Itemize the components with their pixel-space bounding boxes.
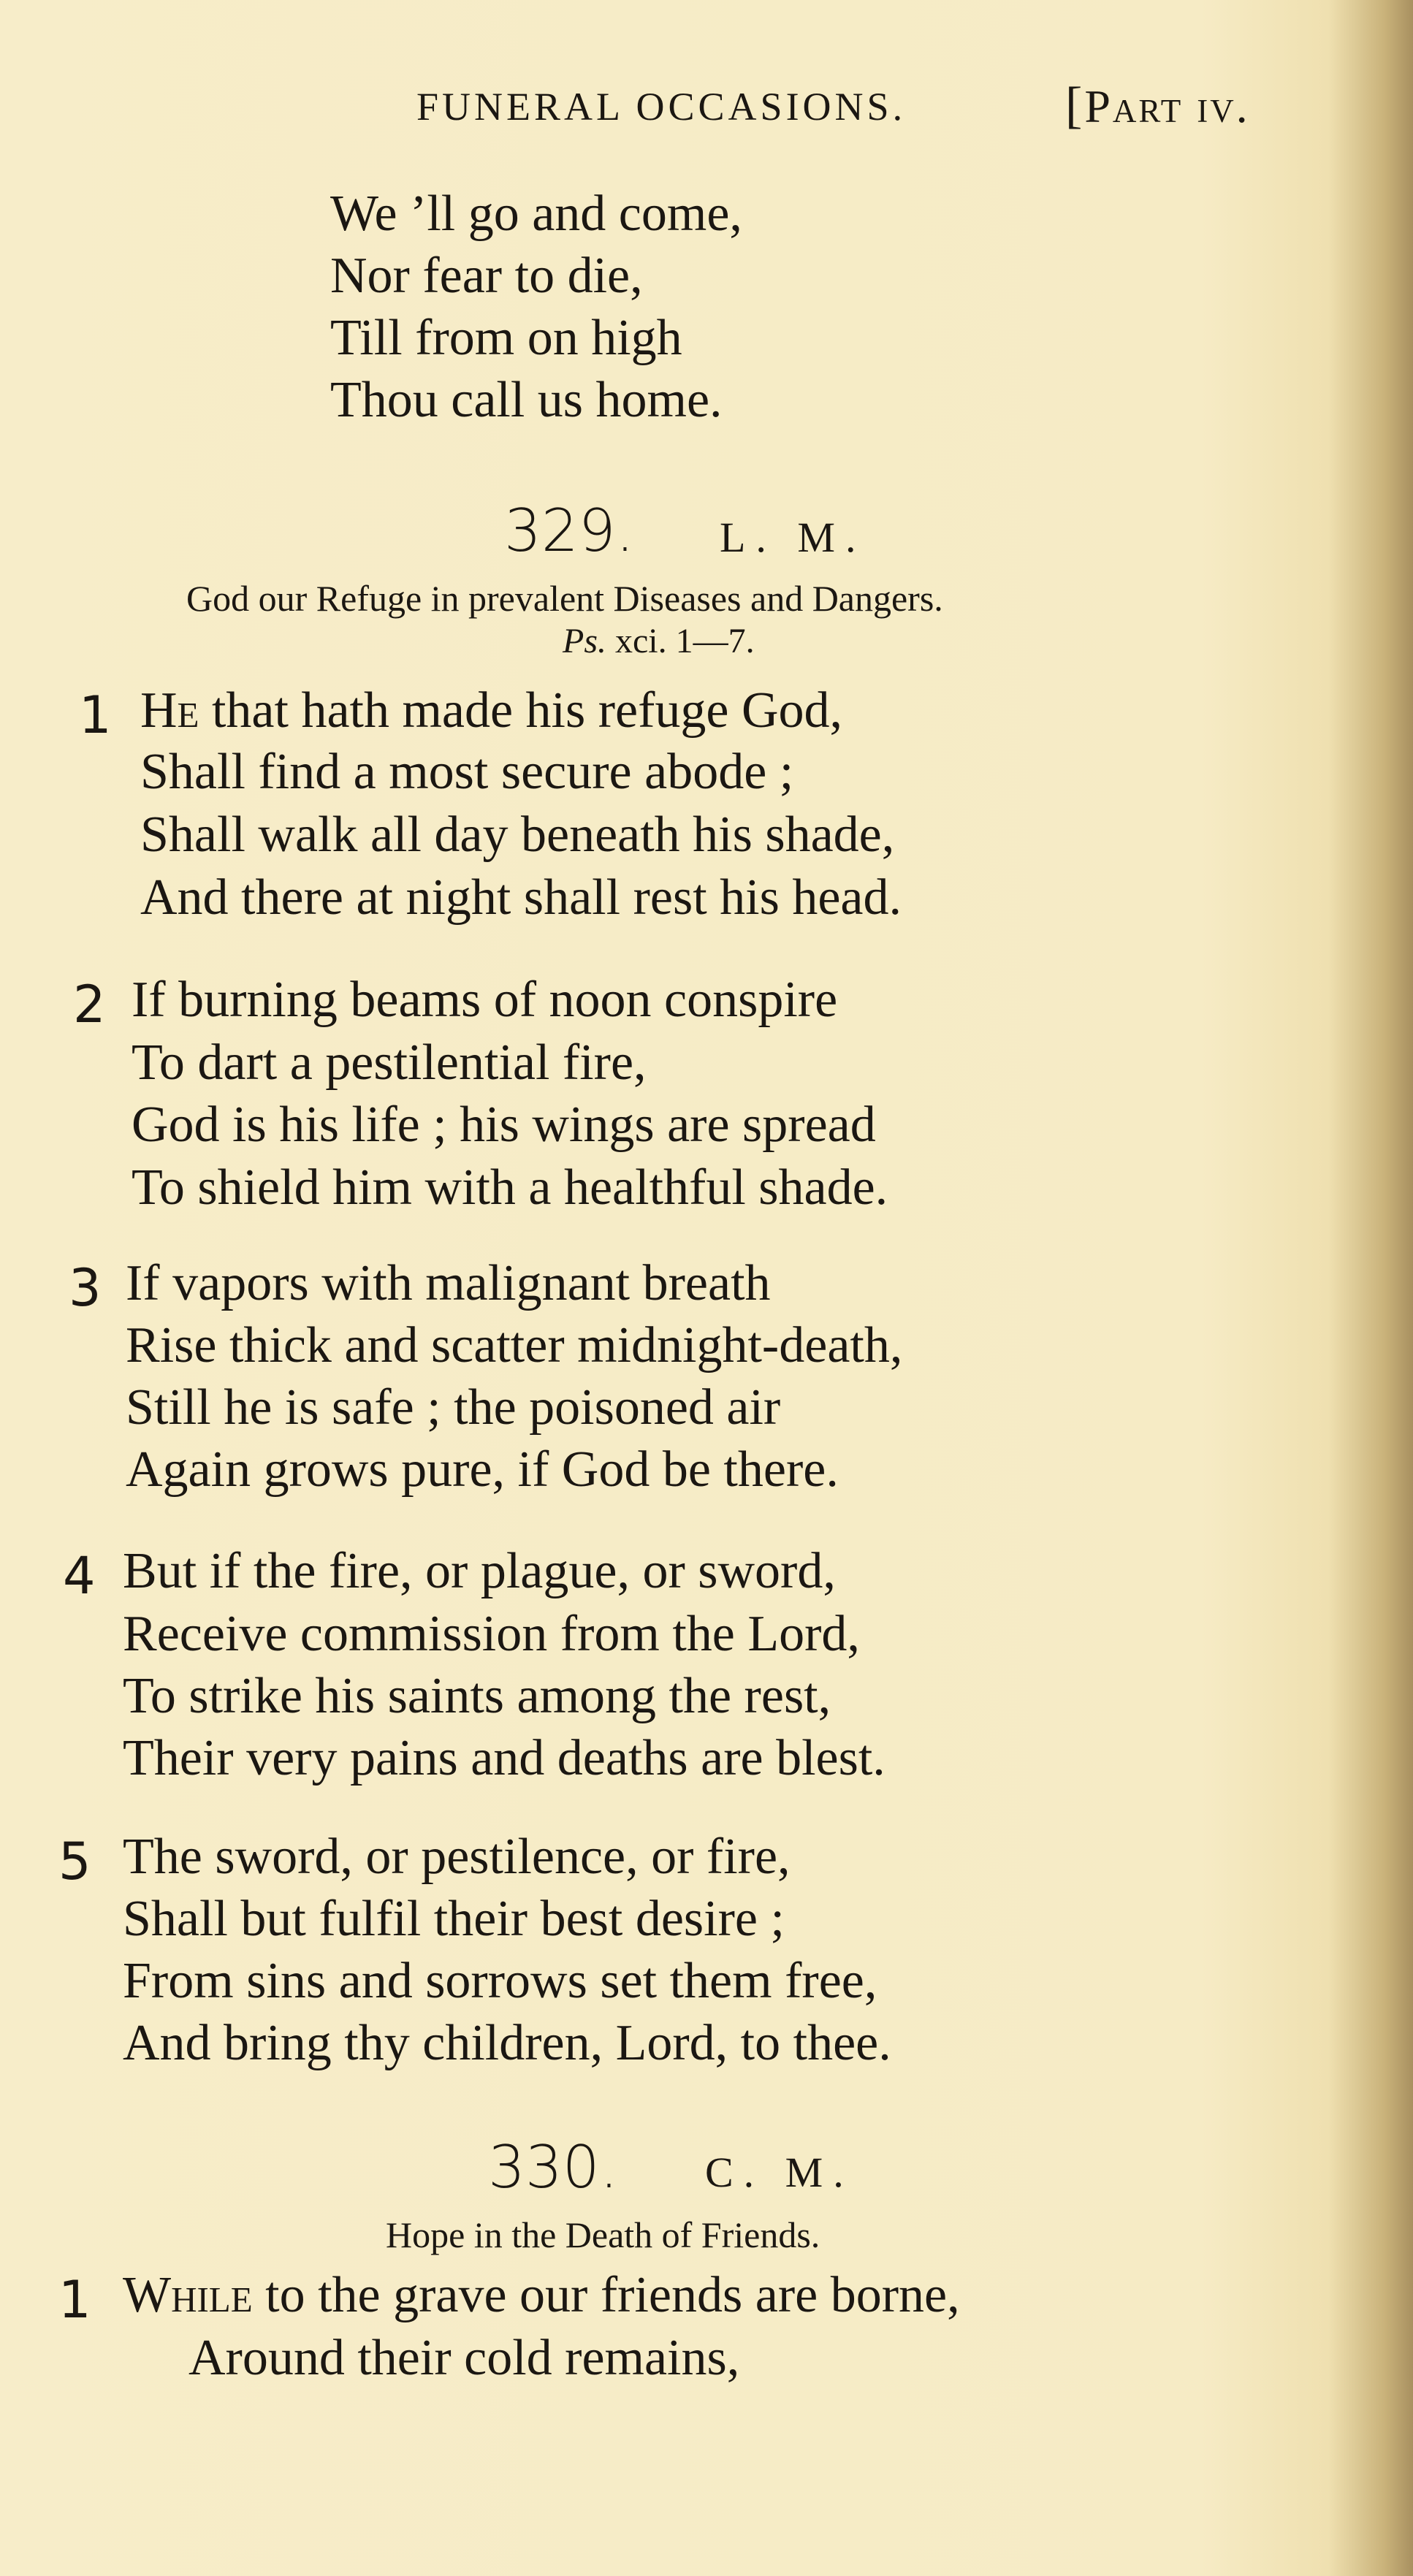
verse-line: To shield him with a healthful shade. — [132, 1159, 888, 1216]
running-header — [0, 77, 1413, 135]
continuation-line: We ’ll go and come, — [330, 186, 742, 242]
verse-first-word: While — [123, 2267, 253, 2323]
verse-number: 1 — [58, 2270, 91, 2330]
verse-line — [123, 2267, 960, 2323]
verse-line: Still he is safe ; the poisoned air — [126, 1379, 781, 1436]
verse-line: Around their cold remains, — [188, 2330, 740, 2386]
hymn-subtitle: Hope in the Death of Friends. — [386, 2214, 820, 2255]
verse-line: If burning beams of noon conspire — [132, 972, 838, 1028]
verse-line: Their very pains and deaths are blest. — [123, 1730, 885, 1786]
verse-line: But if the fire, or plague, or sword, — [123, 1543, 836, 1599]
continuation-line: Nor fear to die, — [330, 248, 643, 304]
verse-line: To dart a pestilential fire, — [132, 1034, 647, 1091]
verse-line-text: that hath made his refuge God, — [211, 682, 843, 739]
verse-line: And there at night shall rest his head. — [140, 869, 902, 926]
hymn-number: 329. — [504, 497, 635, 565]
hymn-meter: C. M. — [705, 2149, 854, 2196]
header-title: FUNERAL OCCASIONS. — [416, 85, 907, 129]
verse-line: If vapors with malignant breath — [126, 1255, 771, 1311]
verse-line: Receive commission from the Lord, — [123, 1606, 860, 1662]
hymn-subtitle: God our Refuge in prevalent Diseases and Dangers. — [186, 578, 943, 619]
verse-number: 2 — [73, 975, 106, 1034]
verse-line: The sword, or pestilence, or fire, — [123, 1829, 791, 1885]
hymn-number: 330. — [488, 2133, 619, 2201]
header-part-bracket: [ — [1065, 77, 1085, 134]
continuation-line: Thou call us home. — [330, 372, 723, 428]
verse-line: Shall find a most secure abode ; — [140, 744, 794, 800]
scripture-book: Ps. — [563, 622, 606, 660]
verse-number: 5 — [58, 1832, 91, 1891]
verse-number: 4 — [63, 1546, 96, 1606]
verse-line: Shall walk all day beneath his shade, — [140, 807, 895, 863]
hymn-meter: L. M. — [720, 514, 867, 561]
scripture-ref: xci. 1—7. — [615, 622, 755, 660]
verse-line — [140, 682, 843, 739]
verse-number: 1 — [79, 685, 112, 745]
verse-line: Shall but fulfil their best desire ; — [123, 1891, 785, 1947]
verse-line: Again grows pure, if God be there. — [126, 1441, 839, 1498]
header-part-label: Part iv. — [1084, 80, 1250, 132]
verse-line: And bring thy children, Lord, to thee. — [123, 2015, 891, 2071]
verse-line: Rise thick and scatter midnight-death, — [126, 1317, 903, 1373]
verse-number: 3 — [69, 1258, 102, 1318]
verse-first-word: He — [140, 682, 199, 739]
verse-line: To strike his saints among the rest, — [123, 1668, 831, 1724]
continuation-line: Till from on high — [330, 310, 682, 366]
scripture-reference — [563, 621, 755, 661]
header-part — [1065, 77, 1250, 135]
verse-line: From sins and sorrows set them free, — [123, 1953, 877, 2009]
verse-line-text: to the grave our friends are borne, — [265, 2267, 960, 2323]
verse-line: God is his life ; his wings are spread — [132, 1097, 876, 1153]
